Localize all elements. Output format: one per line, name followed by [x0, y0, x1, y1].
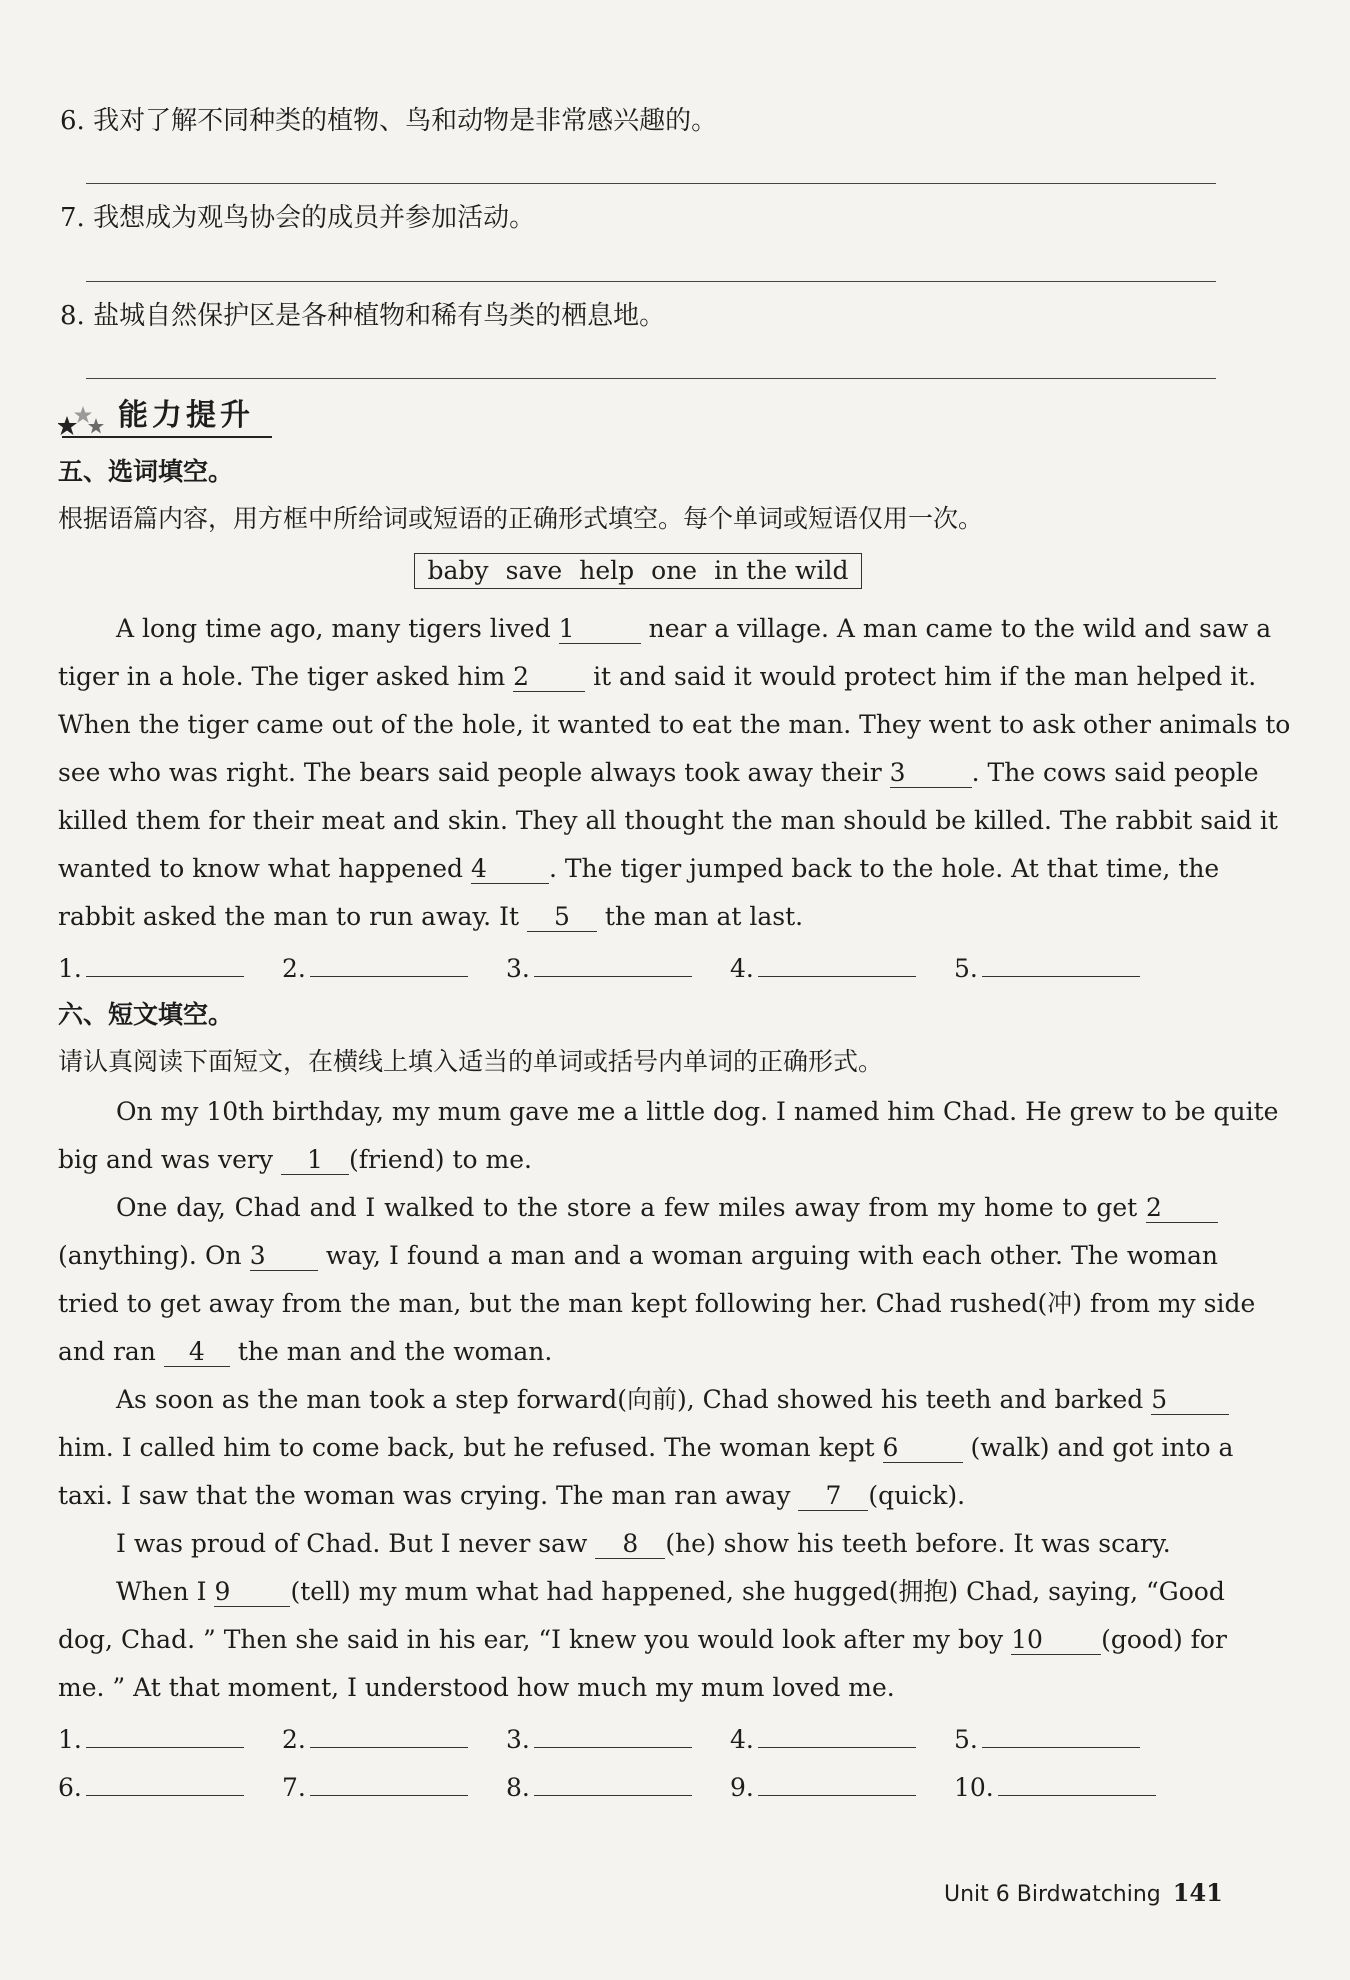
answer-line-8[interactable]	[86, 378, 1216, 379]
answer-number: 2.	[282, 1725, 306, 1754]
passage-text: tiger in a hole. The tiger asked him	[58, 662, 506, 691]
passage-text: it and said it would protect him if the man helped it.	[593, 662, 1257, 691]
word-box-item: help	[579, 556, 635, 585]
passage-text: near a village. A man came to the wild and saw a	[648, 614, 1272, 643]
answer-number: 3.	[506, 1725, 530, 1754]
translation-item-6: 6. 我对了解不同种类的植物、鸟和动物是非常感兴趣的。	[60, 106, 718, 136]
answer-number: 5.	[954, 954, 978, 983]
passage-text: (friend) to me.	[348, 1145, 532, 1174]
word-box-item: baby	[427, 556, 489, 585]
gap-blank[interactable]: 3	[890, 759, 972, 788]
passage-text: . The cows said people	[971, 758, 1259, 787]
answer-line-7[interactable]	[86, 281, 1216, 282]
answer-blank[interactable]	[758, 950, 916, 977]
word-box-item: in the wild	[714, 556, 849, 585]
banner-title: 能力提升	[118, 398, 254, 433]
passage-text: As soon as the man took a step forward(向前), Chad showed his teeth and barked	[116, 1385, 1144, 1414]
passage-5-line: When the tiger came out of the hole, it wanted to eat the man. They went to ask other animals to	[58, 710, 1291, 739]
answer-line-6[interactable]	[86, 183, 1216, 184]
word-box-item: one	[651, 556, 698, 585]
passage-6-line: tried to get away from the man, but the man kept following her. Chad rushed(冲) from my side	[58, 1289, 1256, 1318]
answer-slot[interactable]	[954, 1769, 1156, 1805]
answer-number: 3.	[506, 954, 530, 983]
answer-blank[interactable]	[310, 1769, 468, 1796]
section-6-heading: 六、短文填空。	[58, 1000, 234, 1029]
answer-blank[interactable]	[86, 1721, 244, 1748]
answer-slot[interactable]	[730, 1769, 916, 1805]
passage-6-line	[58, 1431, 1234, 1465]
answer-blank[interactable]	[758, 1769, 916, 1796]
passage-text: the man at last.	[604, 902, 804, 931]
answer-blank[interactable]	[86, 950, 244, 977]
answer-slot[interactable]	[954, 950, 1140, 986]
word-box	[414, 553, 862, 589]
passage-text: (anything). On	[58, 1241, 242, 1270]
passage-text: taxi. I saw that the woman was crying. The man ran away	[58, 1481, 791, 1510]
answer-number: 6.	[58, 1773, 82, 1802]
passage-text: (he) show his teeth before. It was scary.	[665, 1529, 1171, 1558]
section-5-heading: 五、选词填空。	[58, 457, 234, 486]
passage-6-line	[58, 1143, 1218, 1177]
answer-blank[interactable]	[310, 950, 468, 977]
passage-text: way, I found a man and a woman arguing with each other. The woman	[325, 1241, 1218, 1270]
passage-5-line	[58, 900, 1218, 934]
passage-text: rabbit asked the man to run away. It	[58, 902, 519, 931]
gap-blank[interactable]: 4	[471, 855, 549, 884]
answer-number: 4.	[730, 954, 754, 983]
answer-blank[interactable]	[534, 1721, 692, 1748]
page-number: 141	[1172, 1878, 1223, 1907]
passage-6-line	[58, 1239, 1218, 1273]
passage-text: and ran	[58, 1337, 156, 1366]
passage-6-line: On my 10th birthday, my mum gave me a little dog. I named him Chad. He grew to be quite	[116, 1097, 1279, 1126]
translation-item-8: 8. 盐城自然保护区是各种植物和稀有鸟类的栖息地。	[60, 301, 666, 331]
gap-blank[interactable]: 3	[250, 1242, 318, 1271]
passage-text: (good) for	[1101, 1625, 1227, 1654]
passage-text: When I	[116, 1577, 207, 1606]
answer-number: 5.	[954, 1725, 978, 1754]
banner-underline	[62, 436, 272, 438]
footer-unit-title: Unit 6 Birdwatching	[944, 1882, 1161, 1907]
answer-blank[interactable]	[758, 1721, 916, 1748]
passage-text: A long time ago, many tigers lived	[116, 614, 551, 643]
passage-6-line	[58, 1191, 1218, 1225]
gap-blank[interactable]: 1	[281, 1146, 349, 1175]
answer-number: 1.	[58, 954, 82, 983]
passage-5-line	[58, 852, 1218, 886]
passage-text: I was proud of Chad. But I never saw	[116, 1529, 588, 1558]
answer-slot[interactable]	[282, 950, 468, 986]
passage-6-line: me. ” At that moment, I understood how much my mum loved me.	[58, 1673, 895, 1702]
passage-text: (quick).	[868, 1481, 966, 1510]
passage-6-line	[58, 1623, 1227, 1657]
gap-blank[interactable]: 1	[559, 615, 641, 644]
gap-blank[interactable]: 10	[1011, 1626, 1101, 1655]
passage-5-line: killed them for their meat and skin. They all thought the man should be killed. The rabbit said it	[58, 806, 1278, 835]
passage-5-line	[58, 756, 1259, 790]
passage-text: (tell) my mum what had happened, she hugged(拥抱) Chad, saying, “Good	[290, 1577, 1225, 1606]
translation-item-7: 7. 我想成为观鸟协会的成员并参加活动。	[60, 203, 536, 233]
gap-blank[interactable]: 5	[527, 903, 597, 932]
answer-blank[interactable]	[534, 950, 692, 977]
answer-slot[interactable]	[730, 950, 916, 986]
answer-number: 9.	[730, 1773, 754, 1802]
passage-6-line	[58, 1527, 1218, 1561]
passage-5-line	[58, 612, 1272, 646]
answer-number: 8.	[506, 1773, 530, 1802]
answer-slot[interactable]	[954, 1721, 1140, 1757]
word-box-item: save	[505, 556, 563, 585]
passage-6-line	[58, 1335, 1218, 1369]
answer-blank[interactable]	[310, 1721, 468, 1748]
section-banner	[58, 396, 272, 438]
answer-blank[interactable]	[998, 1769, 1156, 1796]
passage-6-line	[58, 1383, 1218, 1417]
answer-slot[interactable]	[506, 1769, 692, 1805]
answer-blank[interactable]	[534, 1769, 692, 1796]
passage-text: dog, Chad. ” Then she said in his ear, “I knew you would look after my boy	[58, 1625, 1004, 1654]
answer-number: 10.	[954, 1773, 994, 1802]
answer-blank[interactable]	[982, 950, 1140, 977]
answer-slot[interactable]	[58, 1769, 244, 1805]
answer-number: 2.	[282, 954, 306, 983]
answer-blank[interactable]	[982, 1721, 1140, 1748]
passage-text: the man and the woman.	[237, 1337, 553, 1366]
gap-blank[interactable]: 2	[513, 663, 585, 692]
section-6-instruction: 请认真阅读下面短文，在横线上填入适当的单词或括号内单词的正确形式。	[58, 1047, 884, 1076]
answer-slot[interactable]	[58, 950, 244, 986]
passage-text: One day, Chad and I walked to the store a few miles away from my home to get	[116, 1193, 1138, 1222]
answer-slot[interactable]	[58, 1721, 244, 1757]
gap-blank[interactable]: 6	[883, 1434, 963, 1463]
page-footer	[944, 1878, 1223, 1910]
passage-5-line	[58, 660, 1257, 694]
answer-number: 4.	[730, 1725, 754, 1754]
answer-slot[interactable]	[506, 1721, 692, 1757]
passage-6-line	[58, 1575, 1225, 1609]
gap-blank[interactable]: 5	[1151, 1386, 1229, 1415]
passage-text: wanted to know what happened	[58, 854, 463, 883]
passage-text: (walk) and got into a	[970, 1433, 1234, 1462]
answer-slot[interactable]	[730, 1721, 916, 1757]
passage-6-line	[58, 1479, 1218, 1513]
gap-blank[interactable]: 4	[164, 1338, 230, 1367]
passage-text: him. I called him to come back, but he refused. The woman kept	[58, 1433, 875, 1462]
section-5-instruction: 根据语篇内容，用方框中所给词或短语的正确形式填空。每个单词或短语仅用一次。	[58, 504, 984, 533]
gap-blank[interactable]: 8	[595, 1530, 665, 1559]
passage-text: big and was very	[58, 1145, 273, 1174]
passage-text: . The tiger jumped back to the hole. At that time, the	[548, 854, 1220, 883]
answer-slot[interactable]	[282, 1721, 468, 1757]
passage-text: see who was right. The bears said people always took away their	[58, 758, 882, 787]
gap-blank[interactable]: 9	[214, 1578, 290, 1607]
answer-number: 1.	[58, 1725, 82, 1754]
stars-icon	[58, 402, 106, 438]
gap-blank[interactable]: 7	[798, 1482, 868, 1511]
answer-blank[interactable]	[86, 1769, 244, 1796]
answer-number: 7.	[282, 1773, 306, 1802]
answer-slot[interactable]	[506, 950, 692, 986]
gap-blank[interactable]: 2	[1146, 1194, 1218, 1223]
answer-slot[interactable]	[282, 1769, 468, 1805]
